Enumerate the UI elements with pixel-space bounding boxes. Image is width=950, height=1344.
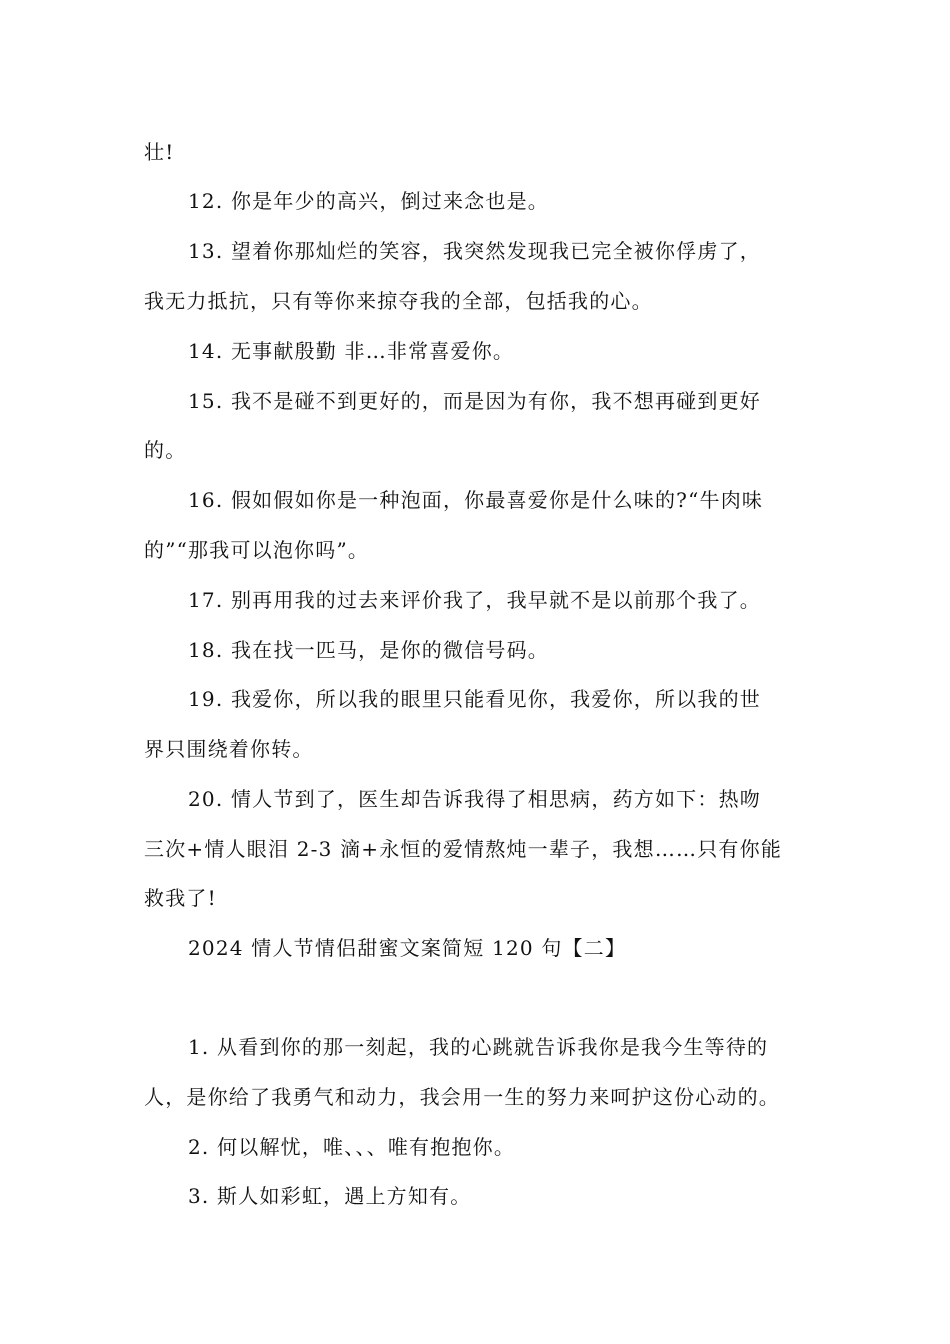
text-line: 救我了!	[144, 886, 217, 910]
text-line: 人，是你给了我勇气和动力，我会用一生的努力来呵护这份心动的。	[144, 1085, 780, 1109]
text-line: 我无力抵抗，只有等你来掠夺我的全部，包括我的心。	[144, 289, 653, 313]
text-line: 界只围绕着你转。	[144, 737, 314, 761]
text-line: 三次+情人眼泪 2-3 滴+永恒的爱情熬炖一辈子，我想……只有你能	[144, 837, 783, 861]
text-line: 14. 无事献殷勤 非…非常喜爱你。	[188, 339, 515, 363]
text-line: 2. 何以解忧，唯、、、唯有抱抱你。	[188, 1135, 516, 1159]
text-line: 15. 我不是碰不到更好的，而是因为有你，我不想再碰到更好	[188, 389, 761, 413]
text-line: 的”“那我可以泡你吗”。	[144, 538, 370, 562]
text-line: 17. 别再用我的过去来评价我了，我早就不是以前那个我了。	[188, 588, 761, 612]
text-line: 3. 斯人如彩虹，遇上方知有。	[188, 1184, 472, 1208]
text-line: 16. 假如假如你是一种泡面，你最喜爱你是什么味的?“牛肉味	[188, 488, 764, 512]
text-line: 的。	[144, 438, 187, 462]
section-heading: 2024 情人节情侣甜蜜文案简短 120 句【二】	[188, 936, 627, 960]
text-line: 19. 我爱你，所以我的眼里只能看见你，我爱你，所以我的世	[188, 687, 761, 711]
text-line: 壮!	[144, 140, 175, 164]
text-line: 1. 从看到你的那一刻起，我的心跳就告诉我你是我今生等待的	[188, 1035, 769, 1059]
text-line: 12. 你是年少的高兴，倒过来念也是。	[188, 189, 549, 213]
text-line: 18. 我在找一匹马，是你的微信号码。	[188, 638, 549, 662]
text-line: 20. 情人节到了，医生却告诉我得了相思病，药方如下：热吻	[188, 787, 761, 811]
text-line: 13. 望着你那灿烂的笑容，我突然发现我已完全被你俘虏了，	[188, 239, 761, 263]
